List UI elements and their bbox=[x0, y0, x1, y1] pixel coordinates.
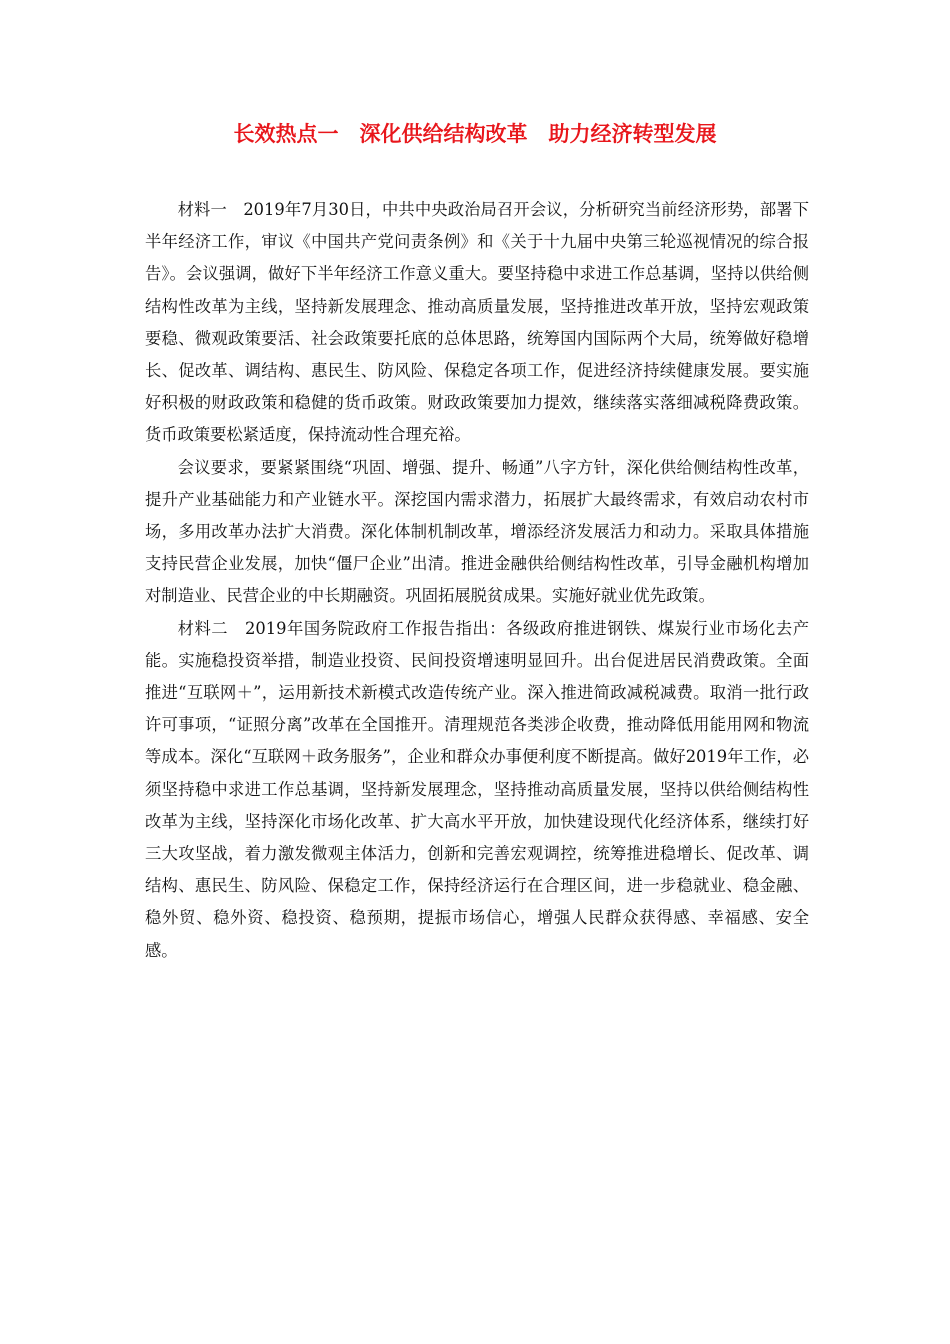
paragraph-lead-label: 材料二 bbox=[177, 618, 246, 638]
paragraph-material-two bbox=[145, 613, 809, 967]
paragraph-material-one bbox=[145, 194, 809, 452]
paragraph-text: 会议要求，要紧紧围绕“巩固、增强、提升、畅通”八字方针，深化供给侧结构性改革，提升产业基础能力和产业链水平。深挖国内需求潜力，拓展扩大最终需求，有效启动农村市场，多用改革办法扩大消费。深化体制机制改革，增添经济发展活力和动力。采取具体措施支持民营企业发展，加快“僵尸企业”出清。推进金融供给侧结构性改革，引导金融机构增加对制造业、民营企业的中长期融资。巩固拓展脱贫成果。实施好就业优先政策。 bbox=[145, 457, 809, 606]
document-body bbox=[145, 194, 809, 967]
document-title: 长效热点一 深化供给结构改革 助力经济转型发展 bbox=[233, 122, 717, 146]
paragraph-meeting-requirements bbox=[145, 452, 809, 613]
paragraph-text: 2019年国务院政府工作报告指出：各级政府推进钢铁、煤炭行业市场化去产能。实施稳投资举措，制造业投资、民间投资增速明显回升。出台促进居民消费政策。全面推进“互联网＋”，运用新技术新模式改造传统产业。深入推进简政减税减费。取消一批行政许可事项，“证照分离”改革在全国推开。清理规范各类涉企收费，推动降低用能用网和物流等成本。深化“互联网＋政务服务”，企业和群众办事便利度不断提高。做好2019年工作，必须坚持稳中求进工作总基调，坚持新发展理念，坚持推动高质量发展，坚持以供给侧结构性改革为主线，坚持深化市场化改革、扩大高水平开放，加快建设现代化经济体系，继续打好三大攻坚战，着力激发微观主体活力，创新和完善宏观调控，统筹推进稳增长、促改革、调结构、惠民生、防风险、保稳定工作，保持经济运行在合理区间，进一步稳就业、稳金融、稳外贸、稳外资、稳投资、稳预期，提振市场信心，增强人民群众获得感、幸福感、安全感。 bbox=[145, 618, 809, 960]
paragraph-text: 2019年7月30日，中共中央政治局召开会议，分析研究当前经济形势，部署下半年经济工作，审议《中国共产党问责条例》和《关于十九届中央第三轮巡视情况的综合报告》。会议强调，做好下半年经济工作意义重大。要坚持稳中求进工作总基调，坚持以供给侧结构性改革为主线，坚持新发展理念、推动高质量发展，坚持推进改革开放，坚持宏观政策要稳、微观政策要活、社会政策要托底的总体思路，统筹国内国际两个大局，统筹做好稳增长、促改革、调结构、惠民生、防风险、保稳定各项工作，促进经济持续健康发展。要实施好积极的财政政策和稳健的货币政策。财政政策要加力提效，继续落实落细减税降费政策。货币政策要松紧适度，保持流动性合理充裕。 bbox=[145, 200, 809, 445]
paragraph-lead-label: 材料一 bbox=[177, 200, 244, 219]
